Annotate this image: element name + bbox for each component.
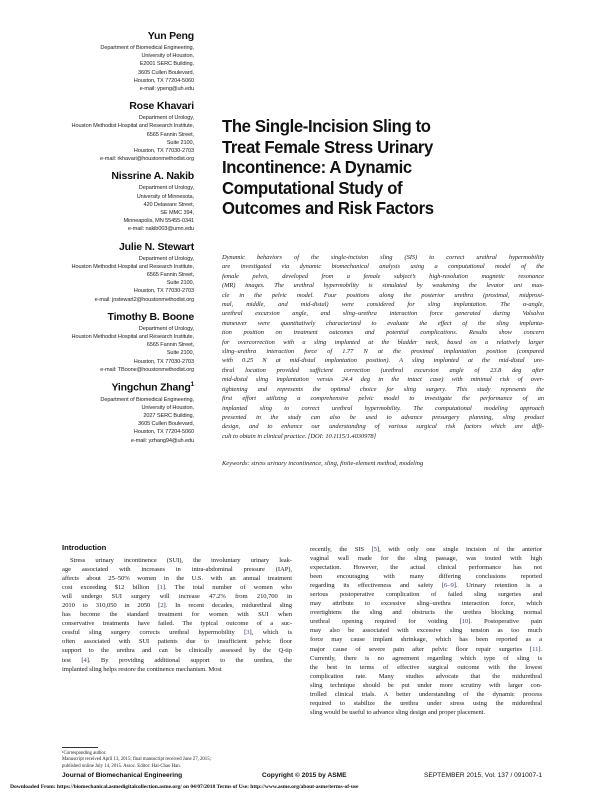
abstract-line: for overcorrection with a sling implanted at the bladder neck, based on a relatively larger xyxy=(222,338,544,346)
author-block xyxy=(60,241,194,304)
affiliation-line: Houston Methodist Hospital and Research Institute, xyxy=(71,123,194,130)
body-text-line: urethral opening required for voiding [10]. Postoperative pain xyxy=(310,618,542,626)
author-email[interactable]: e-mail: jnstewart2@houstonmethodist.org xyxy=(94,296,194,303)
affiliation-line: 6565 Fannin Street, xyxy=(146,131,194,138)
abstract-line: (MR) images. The urethral hypermobility is simulated by weakening the levator ani mus- xyxy=(222,282,544,290)
author-name xyxy=(60,241,194,253)
body-text-line: recently, the SIS [5], with only one single incision of the anterior xyxy=(310,546,542,553)
abstract-line: are investigated via dynamic biomechanical analysis using a computational model of the xyxy=(222,263,544,271)
footnotes xyxy=(62,751,294,770)
body-text-line: serious postoperative complication of failed sling surgeries and xyxy=(310,591,542,599)
body-text-line: 2010 to 310,050 in 2050 [2]. In recent decades, midurethral sling xyxy=(62,602,292,610)
author-name xyxy=(60,30,194,42)
abstract-line: female pelvis, developed from a female subject’s high-resolution magnetic resonance xyxy=(222,272,544,280)
footer-issue-info: SEPTEMBER 2015, Vol. 137 / 091007-1 xyxy=(423,772,542,779)
author-block xyxy=(60,100,194,163)
paper-title xyxy=(222,116,523,219)
abstract-line: tightening and represents the optimal choice for sling surgery. This study represents the xyxy=(222,385,544,393)
body-text-line: cost exceeding $12 billion [1]. The total number of women who xyxy=(62,584,292,592)
author-block xyxy=(60,381,194,445)
footnote-divider xyxy=(62,747,98,748)
body-text-line: support to the urethra and can be clinically assessed by the Q-tip xyxy=(62,647,292,655)
body-text-line: often associated with SUI patients due to insufficient pelvic floor xyxy=(62,638,292,646)
affiliation-line: Houston, TX 77030-2703 xyxy=(133,358,194,365)
author-name-text: Nissrine A. Nakib xyxy=(111,170,194,183)
abstract-line: cle in the pelvic model. Four positions along the posterior urethra (proximal, midproxi- xyxy=(222,291,544,299)
affiliation-line: Department of Urology, xyxy=(138,115,194,122)
abstract-line: urethral excursion angle, and sling–urethra interaction force generated during Valsalva xyxy=(222,310,544,318)
citation-link[interactable]: 3 xyxy=(246,629,250,637)
affiliation-line: SE MMC 394, xyxy=(160,210,194,217)
abstract-line: presented in the study can also be used to advance presurgery planning, sling product xyxy=(222,413,544,421)
body-text-line: cessful sling surgery corrects urethral hypermobility [3], which is xyxy=(62,629,292,637)
corresponding-author-mark: 1 xyxy=(190,381,194,389)
body-column-left xyxy=(62,556,292,674)
affiliation-line: University of Minnesota, xyxy=(136,193,194,200)
footnote-line: published online July 14, 2015. Assoc. Editor: Hai-Chao Han. xyxy=(62,763,181,769)
affiliation-line: Houston, TX 77030-2703 xyxy=(133,148,194,155)
affiliation-line: Department of Urology, xyxy=(138,255,194,262)
body-text-line: sling would be useful to advance sling design and proper placement. xyxy=(310,708,486,716)
page-footer xyxy=(62,772,542,782)
affiliation-line: Department of Biomedical Engineering, xyxy=(100,45,194,51)
author-name xyxy=(60,100,194,112)
abstract-line: sling–urethra interaction force of 1.77 N at the proximal implantation position (compared xyxy=(222,348,544,356)
citation-link[interactable]: 6–9 xyxy=(444,582,454,590)
citation-link[interactable]: 10 xyxy=(461,618,469,626)
footnote-line: ¹Corresponding author. xyxy=(62,751,107,756)
affiliation-line: Department of Urology, xyxy=(138,185,194,192)
abstract-line: mal, middle, and mid-distal) were considered for sling implantation. The α-angle, xyxy=(222,301,544,309)
citation-link[interactable]: 4 xyxy=(83,656,87,664)
author-block xyxy=(60,170,194,233)
body-text-line: trolled clinical trials. A better understanding of the dynamic process xyxy=(310,690,542,698)
author-email[interactable]: e-mail: nakib003@umn.edu xyxy=(127,226,194,233)
affiliation-line: Houston, TX 77204-5060 xyxy=(133,429,194,436)
abstract-line: mid-distal sling implantation versus 24.4 deg in the intact case) with minimal risk of over- xyxy=(222,376,544,384)
body-text-line: conservative treatments have failed. The typical outcome of a suc- xyxy=(62,620,292,628)
title-line: The Single-Incision Sling to xyxy=(222,116,431,136)
abstract-line: maneuver were quantitatively characterized to evaluate the effect of the sling implanta- xyxy=(222,319,544,327)
abstract-line: Dynamic behaviors of the single-incision sling (SIS) to correct urethral hypermobility xyxy=(222,254,544,261)
affiliation-line: Suite 2100, xyxy=(166,280,194,287)
body-text-line: may attribute to excessive sling–urethra interaction force, which xyxy=(310,600,542,608)
affiliation-line: Department of Urology, xyxy=(138,325,194,332)
citation-link[interactable]: 5 xyxy=(373,546,377,553)
footer-copyright: Copyright © 2015 by ASME xyxy=(262,772,347,779)
affiliation-line: 3605 Cullen Boulevard, xyxy=(138,69,194,76)
body-text-line: Stress urinary incontinence (SUI), the involuntary urinary leak- xyxy=(70,557,292,564)
author-email[interactable]: e-mail: rkhavari@houstonmethodist.org xyxy=(99,156,194,163)
abstract-line: cult to obtain in clinical practice. [DOI: 10.1115/1.4030978] xyxy=(222,432,377,440)
abstract-line: implanted sling to correct urethral hypermobility. The computational modeling approach xyxy=(222,404,544,412)
body-text-line: affects about 25–50% women in the U.S. with an annual treatment xyxy=(62,575,292,583)
abstract-line: first effort utilizing a comprehensive pelvic model to investigate the performance of an xyxy=(222,395,544,403)
body-text-line: required to stabilize the urethra under stress using the midurethral xyxy=(310,699,542,707)
author-list xyxy=(60,30,194,452)
affiliation-line: Houston, TX 77030-2703 xyxy=(133,288,194,295)
abstract-line: thral location provided sufficient correction (urethral excursion angle of 23.8 deg after xyxy=(222,366,544,374)
citation-link[interactable]: 11 xyxy=(532,645,539,653)
affiliation-line: 6565 Fannin Street, xyxy=(146,342,194,349)
affiliation-line: Houston, TX 77204-5060 xyxy=(133,77,194,84)
body-text-line: major cause of severe pain after pelvic floor repair surgeries [11]. xyxy=(310,645,542,653)
body-text-line: vaginal wall made for the sling passage, was touted with high xyxy=(310,555,542,563)
body-text-line: Currently, there is no agreement regarding which type of sling is xyxy=(310,654,542,662)
affiliation-line: 420 Delaware Street, xyxy=(143,201,194,208)
author-email[interactable]: e-mail: yzhang94@uh.edu xyxy=(130,437,194,444)
body-text-line: sling technique should be put under more scrutiny with larger con- xyxy=(310,681,542,689)
author-name xyxy=(60,311,194,323)
abstract-line: with 0.25 N at mid-distal implantation position). A sling implanted at the mid-distal ure- xyxy=(222,357,544,365)
affiliation-line: 3605 Cullen Boulevard, xyxy=(138,421,194,428)
title-line: Treat Female Stress Urinary xyxy=(222,136,433,157)
author-email[interactable]: e-mail: TBoone@houstonmethodist.org xyxy=(100,366,194,373)
body-text-line: force may cause implant shrinkage, which has been reported as a xyxy=(310,636,542,644)
author-name-text: Yun Peng xyxy=(147,30,194,42)
body-text-line: expectation. However, the actual clinical performance has not xyxy=(310,564,542,572)
author-email[interactable]: e-mail: ypeng@uh.edu xyxy=(139,86,194,93)
abstract-line: tion position on treatment outcomes and potential complications. Results show concern xyxy=(222,329,544,337)
affiliation-line: 2027 SERC Building, xyxy=(143,413,194,419)
body-text-line: complication rate. Many studies advocate that the midurethral xyxy=(310,672,542,680)
footer-journal-name: Journal of Biomechanical Engineering xyxy=(62,772,183,779)
author-name-text: Yingchun Zhang xyxy=(111,381,191,394)
author-name xyxy=(60,381,194,394)
body-text-line: regarding its effectiveness and safety [6–9]. Urinary retention is a xyxy=(310,582,542,590)
affiliation-line: Houston Methodist Hospital and Research Institute, xyxy=(71,334,194,341)
affiliation-line: University of Houston, xyxy=(141,53,194,60)
title-line: Incontinence: A Dynamic xyxy=(222,157,412,177)
affiliation-line: Houston Methodist Hospital and Research Institute, xyxy=(71,263,194,270)
footnote-line: Manuscript received April 13, 2015; final manuscript received June 27, 2015; xyxy=(62,757,211,763)
affiliation-line: E2001 SERC Building, xyxy=(139,61,194,68)
affiliation-line: University of Houston, xyxy=(141,404,194,411)
body-column-right xyxy=(310,545,542,717)
title-line: Computational Study of xyxy=(222,177,403,198)
citation-link[interactable]: 2 xyxy=(160,602,164,610)
affiliation-line: Suite 2100, xyxy=(166,350,194,357)
body-text-line: implanted sling helps restore the continence mechanism. Most xyxy=(62,665,222,673)
download-notice[interactable]: Downloaded From: https://biomechanical.asmedigitalcollection.asme.org/ on 04/07/2018 Terms of Use: http://www.asme.org/about-asme/terms-of-use xyxy=(10,784,359,790)
affiliation-line: 6565 Fannin Street, xyxy=(146,272,194,279)
affiliation-line: Department of Biomedical Engineering, xyxy=(100,396,194,403)
body-text-line: has become the standard treatment for women with SUI when xyxy=(62,611,292,619)
body-text-line: the best in terms of effective surgical outcome with the lowest xyxy=(310,663,542,671)
body-text-line: will undergo SUI surgery will increase 47.2% from 210,700 in xyxy=(62,593,292,601)
body-text-line: test [4]. By providing additional support to the urethra, the xyxy=(62,656,292,664)
abstract xyxy=(222,253,544,441)
author-block xyxy=(60,311,194,374)
author-name-text: Timothy B. Boone xyxy=(107,310,194,323)
keywords: Keywords: stress urinary incontinence, sling, finite-element method, modeling xyxy=(222,460,424,467)
author-name xyxy=(60,170,194,182)
affiliation-line: Suite 2100, xyxy=(166,139,194,146)
section-heading-introduction: Introduction xyxy=(62,543,107,552)
body-text-line: may also be associated with excessive sling tension as too much xyxy=(310,627,542,635)
affiliation-line: Minneapolis, MN 55455-0341 xyxy=(123,218,194,225)
author-block xyxy=(60,30,194,93)
author-name-text: Rose Khavari xyxy=(129,100,194,113)
abstract-line: design, and to enhance our understanding of various surgical risk factors which are diffi- xyxy=(222,423,544,431)
body-text-line: age associated with increases in intra-abdominal pressure (IAP), xyxy=(62,566,292,574)
author-name-text: Julie N. Stewart xyxy=(119,240,194,253)
citation-link[interactable]: 1 xyxy=(159,584,163,592)
body-text-line: overtightens the sling and obstructs the urethra blocking normal xyxy=(310,609,542,617)
title-line: Outcomes and Risk Factors xyxy=(222,198,434,218)
body-text-line: been encouraging with many differing conclusions reported xyxy=(310,573,542,581)
